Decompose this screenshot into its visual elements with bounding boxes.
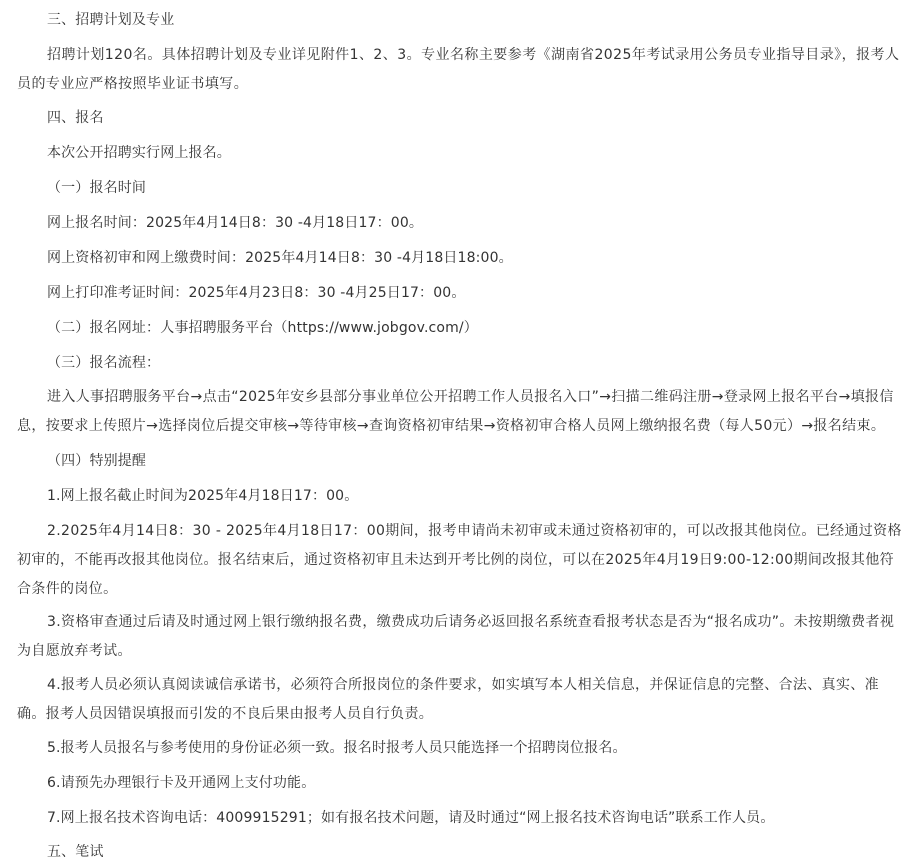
reminder-item-6: 6.请预先办理银行卡及开通网上支付功能。 xyxy=(47,775,316,791)
section-heading-written-exam: 五、笔试 xyxy=(47,844,104,860)
reminder-item-5: 5.报考人员报名与参考使用的身份证必须一致。报名时报考人员只能选择一个招聘岗位报名。 xyxy=(47,740,627,756)
paragraph-registration-process: 进入人事招聘服务平台→点击“2025年安乡县部分事业单位公开招聘工作人员报名入口”→扫描二维码注册→登录网上报名平台→填报信息，按要求上传照片→选择岗位后提交审核→等待审核→查询资格初审结果→资格初审合格人员网上缴纳报名费（每人50元）→报名结束。 xyxy=(17,389,894,434)
section-heading-recruitment-plan: 三、招聘计划及专业 xyxy=(47,12,175,28)
reminder-item-1: 1.网上报名截止时间为2025年4月18日17：00。 xyxy=(47,488,359,504)
paragraph-online-registration: 本次公开招聘实行网上报名。 xyxy=(47,145,231,161)
section-heading-registration: 四、报名 xyxy=(47,110,104,126)
subheading-registration-url: （二）报名网址：人事招聘服务平台（https://www.jobgov.com/） xyxy=(47,320,478,336)
paragraph-print-admission-time: 网上打印准考证时间：2025年4月23日8：30 -4月25日17：00。 xyxy=(47,285,466,301)
paragraph-recruitment-plan: 招聘计划120名。具体招聘计划及专业详见附件1、2、3。专业名称主要参考《湖南省2025年考试录用公务员专业指导目录》，报考人员的专业应严格按照毕业证书填写。 xyxy=(17,47,900,92)
subheading-special-reminder: （四）特别提醒 xyxy=(47,453,147,469)
paragraph-registration-time: 网上报名时间：2025年4月14日8：30 -4月18日17：00。 xyxy=(47,215,424,231)
reminder-item-7: 7.网上报名技术咨询电话：4009915291；如有报名技术问题，请及时通过“网上报名技术咨询电话”联系工作人员。 xyxy=(47,810,775,826)
reminder-item-2: 2.2025年4月14日8：30 - 2025年4月18日17：00期间，报考申请尚未初审或未通过资格初审的，可以改报其他岗位。已经通过资格初审的，不能再改报其他岗位。报名结束后，通过资格初审且未达到开考比例的岗位，可以在2025年4月19日9:00-12:00期间改报其他符合条件的岗位。 xyxy=(17,523,902,597)
subheading-registration-process: （三）报名流程： xyxy=(47,355,161,371)
reminder-item-3: 3.资格审查通过后请及时通过网上银行缴纳报名费，缴费成功后请务必返回报名系统查看报考状态是否为“报名成功”。未按期缴费者视为自愿放弃考试。 xyxy=(17,614,895,659)
reminder-item-4: 4.报考人员必须认真阅读诚信承诺书，必须符合所报岗位的条件要求，如实填写本人相关信息，并保证信息的完整、合法、真实、准确。报考人员因错误填报而引发的不良后果由报考人员自行负责。 xyxy=(17,677,880,722)
paragraph-review-payment-time: 网上资格初审和网上缴费时间：2025年4月14日8：30 -4月18日18:00。 xyxy=(47,250,513,266)
subheading-registration-time: （一）报名时间 xyxy=(47,180,147,196)
